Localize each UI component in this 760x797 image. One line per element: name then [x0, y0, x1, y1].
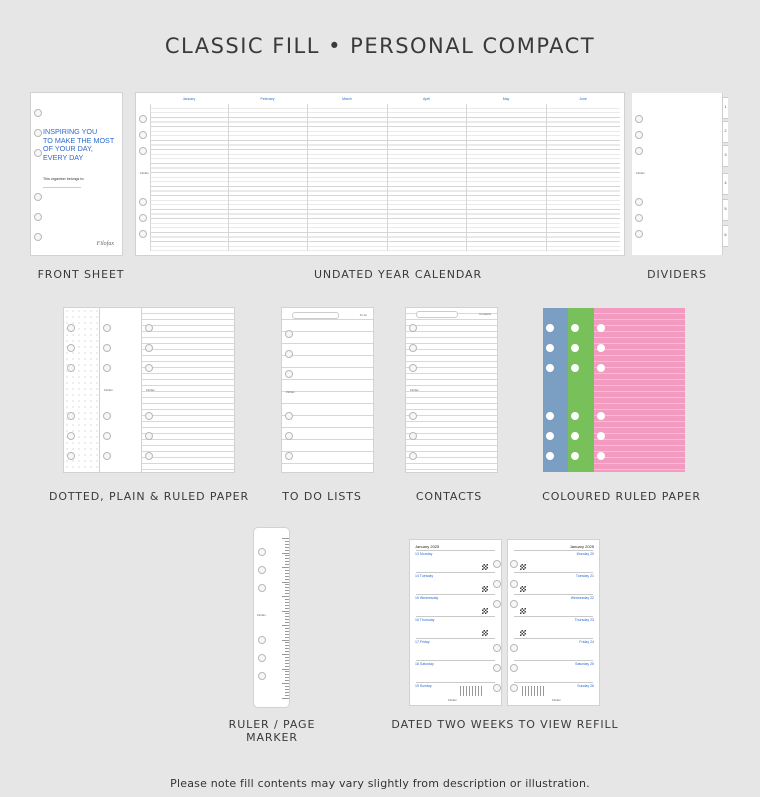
ruler-tick — [285, 631, 289, 632]
ruler-tick — [285, 619, 289, 620]
disclaimer-note: Please note fill contents may vary slightly from description or illustration. — [170, 777, 590, 790]
ruler-tick — [285, 613, 289, 614]
ruler-tick — [285, 651, 289, 652]
ruler-tick — [285, 599, 289, 600]
ruler-tick — [285, 584, 289, 585]
calendar-month-2: February — [260, 97, 275, 101]
ruler-tick — [285, 587, 289, 588]
ruler-tick — [285, 616, 289, 617]
ruler-tick — [285, 671, 289, 672]
todo-page: To do Filofax — [282, 308, 373, 472]
divider-tab-6: 6 — [722, 225, 728, 247]
dated-left-day-6: 18 Saturday — [415, 662, 434, 666]
ruler-tick — [285, 541, 289, 542]
ruler-tick — [285, 570, 289, 571]
ruled-paper-page: Filofax — [142, 308, 234, 472]
ruler-tick — [285, 544, 289, 545]
ruler-tick — [285, 642, 289, 643]
ruler-page-marker: Filofax — [254, 528, 289, 707]
divider-tab-3: 3 — [722, 145, 728, 167]
todo-label: To do — [359, 313, 367, 317]
caption-contacts: CONTACTS — [415, 490, 483, 503]
ruler-tick — [285, 602, 289, 603]
caption-year-calendar: UNDATED YEAR CALENDAR — [313, 268, 483, 281]
ruler-tick — [285, 555, 289, 556]
dated-week-right-page — [508, 540, 599, 705]
ruler-tick — [282, 611, 289, 612]
dated-right-day-3: Wednesday 22 — [570, 596, 594, 600]
calendar-month-6: June — [579, 97, 587, 101]
ruler-tick — [282, 567, 289, 568]
dated-right-day-4: Thursday 23 — [574, 618, 594, 622]
ruler-tick — [285, 634, 289, 635]
calendar-month-4: April — [422, 97, 430, 101]
calendar-month-5: May — [502, 97, 510, 101]
dated-left-day-1: 13 Monday — [415, 552, 433, 556]
ruler-tick — [285, 550, 289, 551]
divider-tab-1: 1 — [722, 97, 728, 119]
dated-right-day-7: Sunday 26 — [577, 684, 594, 688]
dated-left-month: January 2025 — [415, 544, 440, 549]
ruler-tick — [282, 582, 289, 583]
ruler-tick — [285, 695, 289, 696]
dated-right-day-6: Saturday 25 — [575, 662, 594, 666]
ruler-tick — [282, 625, 289, 626]
dated-left-day-7: 19 Sunday — [415, 684, 432, 688]
ruler-tick — [285, 622, 289, 623]
contacts-page: Contacts Filofax — [406, 308, 497, 472]
divider-tab-4: 4 — [722, 173, 728, 195]
caption-front-sheet: FRONT SHEET — [37, 268, 125, 281]
pink-paper-page — [594, 308, 685, 472]
divider-tab-2: 2 — [722, 121, 728, 143]
dated-right-brand: Filofax — [552, 698, 561, 702]
dated-right-day-2: Tuesday 21 — [575, 574, 594, 578]
ruler-tick — [282, 669, 289, 670]
ruler-tick — [285, 657, 289, 658]
ruler-tick — [282, 698, 289, 699]
ruler-tick — [285, 605, 289, 606]
ruler-tick — [282, 654, 289, 655]
contacts-label: Contacts — [479, 312, 491, 316]
plain-paper-page: Filofax — [100, 308, 191, 472]
ruler-tick — [282, 596, 289, 597]
brand-logo: Filofax — [96, 241, 114, 247]
ruler-tick — [285, 637, 289, 638]
caption-coloured: COLOURED RULED PAPER — [542, 490, 701, 503]
ruler-tick — [285, 579, 289, 580]
dated-left-day-2: 14 Tuesday — [415, 574, 434, 578]
ruler-tick — [285, 547, 289, 548]
caption-dividers: DIVIDERS — [647, 268, 707, 281]
dated-week-left-page — [410, 540, 501, 705]
ruler-tick — [285, 564, 289, 565]
ruler-tick — [285, 590, 289, 591]
caption-ruler: RULER / PAGE MARKER — [228, 718, 316, 744]
ruler-tick — [285, 666, 289, 667]
ruler-tick — [285, 576, 289, 577]
dated-left-day-4: 16 Thursday — [415, 618, 435, 622]
ruler-tick — [285, 648, 289, 649]
ruler-tick — [285, 689, 289, 690]
ruler-tick — [285, 660, 289, 661]
ruler-tick — [285, 645, 289, 646]
front-sheet-owner-label: This organiser belongs to: — [43, 177, 85, 181]
dated-left-day-3: 15 Wednesday — [415, 596, 439, 600]
ruler-tick — [285, 608, 289, 609]
dated-right-day-1: Monday 20 — [576, 552, 594, 556]
ruler-tick — [285, 692, 289, 693]
ruler-tick — [285, 628, 289, 629]
ruler-tick — [285, 558, 289, 559]
divider-tab-5: 5 — [722, 199, 728, 221]
calendar-month-3: March — [342, 97, 352, 101]
ruler-tick — [285, 663, 289, 664]
ruler-tick — [285, 593, 289, 594]
front-sheet-headline: INSPIRING YOU TO MAKE THE MOST OF YOUR DAY, EVERY DAY — [43, 127, 115, 162]
ruler-tick — [285, 674, 289, 675]
dated-right-day-5: Friday 24 — [579, 640, 594, 644]
calendar-month-1: January — [182, 97, 196, 101]
caption-todo: TO DO LISTS — [282, 490, 362, 503]
ruler-tick — [282, 553, 289, 554]
year-calendar-page: Filofax January February March April May June — [136, 93, 624, 255]
ruler-tick — [282, 538, 289, 539]
ruler-tick — [285, 680, 289, 681]
dated-right-month: January 2025 — [569, 544, 594, 549]
ruler-tick — [285, 686, 289, 687]
page-title: CLASSIC FILL • PERSONAL COMPACT — [164, 34, 596, 58]
ruler-tick — [285, 573, 289, 574]
ruler-tick — [282, 640, 289, 641]
front-sheet-page — [31, 93, 122, 255]
caption-dated: DATED TWO WEEKS TO VIEW REFILL — [391, 718, 619, 731]
ruler-tick — [285, 561, 289, 562]
caption-paper: DOTTED, PLAIN & RULED PAPER — [48, 490, 250, 503]
ruler-tick — [282, 683, 289, 684]
dividers-page: Filofax 1 2 3 4 5 6 — [632, 93, 728, 255]
dated-left-brand: Filofax — [448, 698, 457, 702]
ruler-tick — [285, 677, 289, 678]
dated-left-day-5: 17 Friday — [415, 640, 430, 644]
